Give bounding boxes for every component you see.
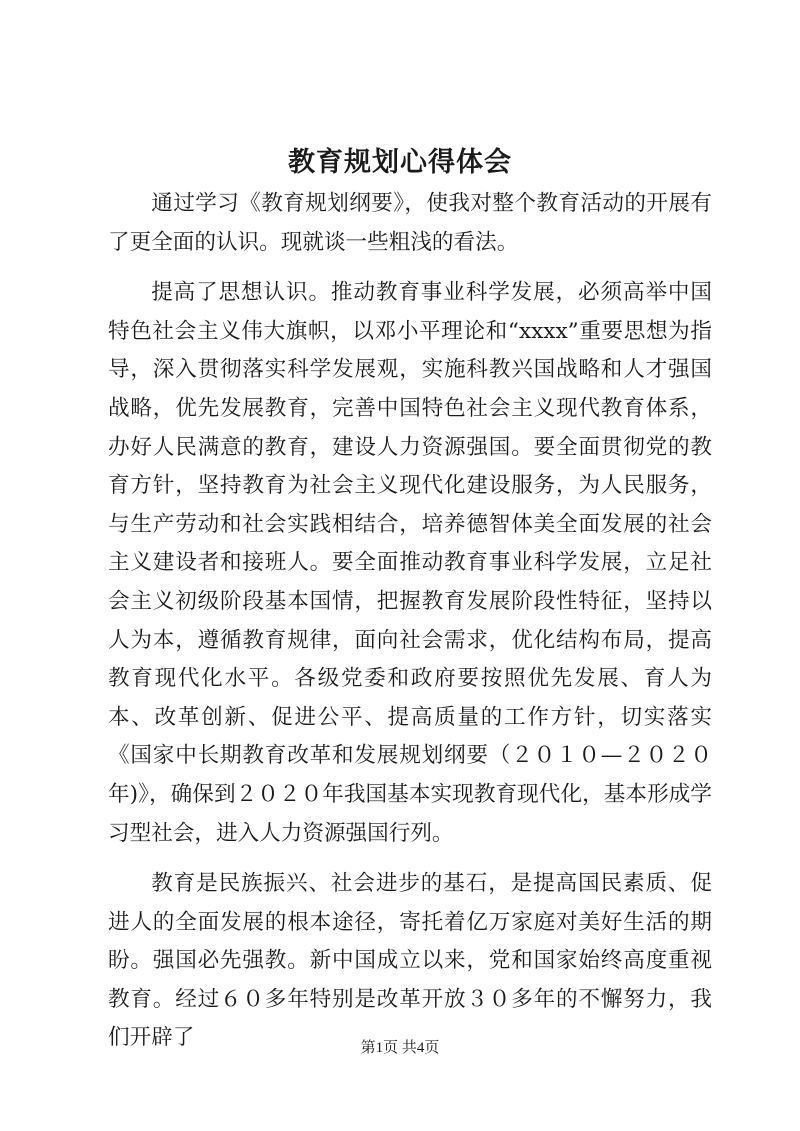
paragraph-thinking: 提高了思想认识。推动教育事业科学发展，必须高举中国特色社会主义伟大旗帜，以邓小平理论和“xxxx”重要思想为指导，深入贯彻落实科学发展观，实施科教兴国战略和人才强国战略，优先发展教育，完善中国特色社会主义现代教育体系，办好人民满意的教育，建设人力资源强国。要全面贯彻党的教育方针，坚持教育为社会主义现代化建设服务，为人民服务，与生产劳动和社会实践相结合，培养德智体美全面发展的社会主义建设者和接班人。要全面推动教育事业科学发展，立足社会主义初级阶段基本国情，把握教育发展阶段性特征，坚持以人为本，遵循教育规律，面向社会需求，优化结构布局，提高教育现代化水平。各级党委和政府要按照优先发展、育人为本、改革创新、促进公平、提高质量的工作方针，切实落实《国家中长期教育改革和发展规划纲要（２０１０—２０２０年)》，确保到２０２０年我国基本实现教育现代化，基本形成学习型社会，进入人力资源强国行列。	[108, 280, 712, 846]
page-number-footer: 第1页 共4页	[360, 1040, 440, 1056]
paragraph-intro: 通过学习《教育规划纲要》，使我对整个教育活动的开展有了更全面的认识。现就谈一些粗浅的看法。	[108, 191, 712, 255]
document-title: 教育规划心得体会	[288, 147, 512, 178]
paragraph-foundation: 教育是民族振兴、社会进步的基石，是提高国民素质、促进人的全面发展的根本途径，寄托着亿万家庭对美好生活的期盼。强国必先强教。新中国成立以来，党和国家始终高度重视教育。经过６０多年特别是改革开放３０多年的不懈努力，我们开辟了	[108, 871, 712, 1051]
document-body	[108, 185, 712, 1058]
